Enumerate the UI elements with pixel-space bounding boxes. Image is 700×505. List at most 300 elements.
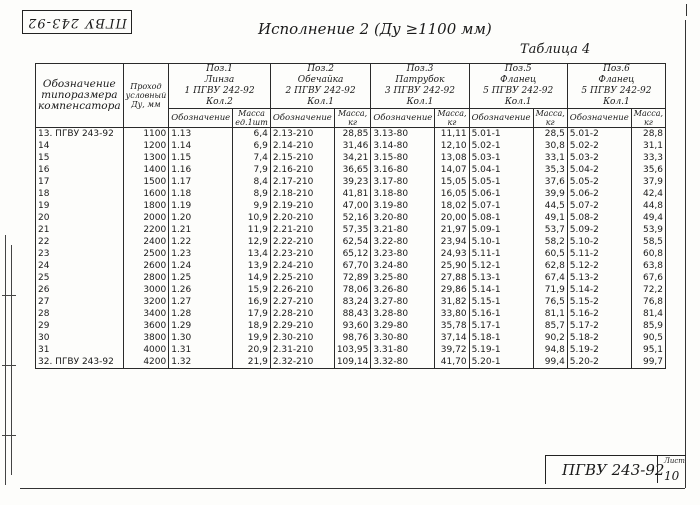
cell-pos6-oboz: 5.19-2 bbox=[567, 344, 631, 356]
cell-pos5-oboz: 5.05-1 bbox=[469, 176, 533, 188]
pos2-qty: Кол.1 bbox=[307, 97, 334, 107]
specification-table bbox=[35, 63, 666, 369]
cell-pos1-mass: 8,4 bbox=[233, 176, 271, 188]
cell-pos5-oboz: 5.16-1 bbox=[469, 308, 533, 320]
cell-designation: 16 bbox=[36, 164, 124, 176]
table-row bbox=[36, 212, 666, 224]
table-row bbox=[36, 320, 666, 332]
cell-pos3-oboz: 3.26-80 bbox=[371, 284, 435, 296]
cell-pos2-mass: 78,06 bbox=[334, 284, 371, 296]
cell-pos2-mass: 31,46 bbox=[334, 140, 371, 152]
sub-mass-6: Масса, кг bbox=[631, 109, 665, 128]
table-row bbox=[36, 164, 666, 176]
table-row bbox=[36, 248, 666, 260]
cell-pos5-oboz: 5.07-1 bbox=[469, 200, 533, 212]
document-code: ПГВУ 243-92 bbox=[562, 461, 665, 479]
pos3-title: Поз.3 bbox=[406, 64, 434, 74]
table-body bbox=[36, 128, 666, 369]
cell-pos1-mass: 6,9 bbox=[233, 140, 271, 152]
cell-pos1-mass: 13,4 bbox=[233, 248, 271, 260]
cell-pos3-mass: 33,80 bbox=[435, 308, 469, 320]
cell-pos6-mass: 90,5 bbox=[631, 332, 665, 344]
cell-pos2-oboz: 2.29-210 bbox=[270, 320, 334, 332]
corner-tick bbox=[686, 4, 687, 16]
cell-pos5-mass: 60,5 bbox=[533, 248, 567, 260]
cell-pos1-mass: 18,9 bbox=[233, 320, 271, 332]
cell-du: 2200 bbox=[123, 224, 169, 236]
cell-pos1-mass: 19,9 bbox=[233, 332, 271, 344]
cell-pos5-mass: 39,9 bbox=[533, 188, 567, 200]
cell-designation: 27 bbox=[36, 296, 124, 308]
cell-pos5-oboz: 5.19-1 bbox=[469, 344, 533, 356]
cell-pos6-mass: 60,8 bbox=[631, 248, 665, 260]
cell-pos5-mass: 94,8 bbox=[533, 344, 567, 356]
table-row bbox=[36, 284, 666, 296]
table-row bbox=[36, 332, 666, 344]
cell-pos6-oboz: 5.09-2 bbox=[567, 224, 631, 236]
cell-pos1-mass: 10,9 bbox=[233, 212, 271, 224]
cell-pos6-oboz: 5.04-2 bbox=[567, 164, 631, 176]
cell-pos2-mass: 103,95 bbox=[334, 344, 371, 356]
cell-pos5-oboz: 5.20-1 bbox=[469, 356, 533, 369]
cell-pos1-mass: 17,9 bbox=[233, 308, 271, 320]
cell-pos3-mass: 41,70 bbox=[435, 356, 469, 369]
header-pos6 bbox=[567, 64, 665, 109]
cell-pos2-mass: 83,24 bbox=[334, 296, 371, 308]
pos2-name: Обечайка bbox=[297, 75, 344, 85]
cell-pos6-mass: 76,8 bbox=[631, 296, 665, 308]
pos2-std: 2 ПГВУ 242-92 bbox=[285, 86, 356, 96]
cell-pos5-mass: 37,6 bbox=[533, 176, 567, 188]
page-title: Исполнение 2 (Ду ≥1100 мм) bbox=[258, 20, 492, 38]
table-row bbox=[36, 356, 666, 369]
cell-pos6-oboz: 5.10-2 bbox=[567, 236, 631, 248]
cell-pos1-oboz: 1.24 bbox=[169, 260, 233, 272]
cell-du: 4000 bbox=[123, 344, 169, 356]
cell-pos2-oboz: 2.30-210 bbox=[270, 332, 334, 344]
cell-pos6-oboz: 5.13-2 bbox=[567, 272, 631, 284]
cell-pos3-oboz: 3.30-80 bbox=[371, 332, 435, 344]
cell-designation: 14 bbox=[36, 140, 124, 152]
cell-designation: 22 bbox=[36, 236, 124, 248]
pos3-std: 3 ПГВУ 242-92 bbox=[384, 86, 455, 96]
cell-pos1-oboz: 1.27 bbox=[169, 296, 233, 308]
cell-designation: 24 bbox=[36, 260, 124, 272]
cell-pos6-mass: 67,6 bbox=[631, 272, 665, 284]
cell-du: 2400 bbox=[123, 236, 169, 248]
pos6-title: Поз.6 bbox=[603, 64, 630, 74]
cell-pos2-mass: 72,89 bbox=[334, 272, 371, 284]
cell-pos3-oboz: 3.27-80 bbox=[371, 296, 435, 308]
cell-pos6-oboz: 5.16-2 bbox=[567, 308, 631, 320]
cell-pos6-mass: 72,2 bbox=[631, 284, 665, 296]
cell-pos5-oboz: 5.03-1 bbox=[469, 152, 533, 164]
cell-pos3-oboz: 3.31-80 bbox=[371, 344, 435, 356]
cell-pos5-oboz: 5.18-1 bbox=[469, 332, 533, 344]
cell-pos5-mass: 85,7 bbox=[533, 320, 567, 332]
pos5-qty: Кол.1 bbox=[504, 97, 532, 107]
cell-pos3-oboz: 3.19-80 bbox=[371, 200, 435, 212]
cell-pos3-oboz: 3.28-80 bbox=[371, 308, 435, 320]
cell-pos3-mass: 31,82 bbox=[435, 296, 469, 308]
cell-pos1-mass: 15,9 bbox=[233, 284, 271, 296]
cell-pos1-mass: 9,9 bbox=[233, 200, 271, 212]
cell-pos1-mass: 8,9 bbox=[233, 188, 271, 200]
cell-pos1-oboz: 1.17 bbox=[169, 176, 233, 188]
sub-oboz-2: Обозначение bbox=[270, 109, 334, 128]
cell-pos2-mass: 28,85 bbox=[334, 128, 371, 141]
header-designation: Обозначение типоразмера компенсатора bbox=[36, 64, 124, 128]
header-pos3 bbox=[371, 64, 469, 109]
cell-pos1-oboz: 1.14 bbox=[169, 140, 233, 152]
cell-pos5-mass: 30,8 bbox=[533, 140, 567, 152]
cell-pos2-mass: 57,35 bbox=[334, 224, 371, 236]
cell-pos5-oboz: 5.11-1 bbox=[469, 248, 533, 260]
cell-pos3-mass: 25,90 bbox=[435, 260, 469, 272]
cell-pos3-oboz: 3.25-80 bbox=[371, 272, 435, 284]
frame-bottom bbox=[20, 488, 685, 489]
cell-pos3-mass: 16,05 bbox=[435, 188, 469, 200]
cell-pos2-oboz: 2.16-210 bbox=[270, 164, 334, 176]
cell-pos6-oboz: 5.05-2 bbox=[567, 176, 631, 188]
cell-pos6-oboz: 5.03-2 bbox=[567, 152, 631, 164]
top-left-stamp-text: ПГВУ 243-92 bbox=[27, 15, 127, 30]
cell-pos1-oboz: 1.23 bbox=[169, 248, 233, 260]
cell-pos1-mass: 21,9 bbox=[233, 356, 271, 369]
left-margin-marks bbox=[2, 235, 16, 490]
cell-du: 2000 bbox=[123, 212, 169, 224]
cell-pos2-oboz: 2.13-210 bbox=[270, 128, 334, 141]
cell-pos6-oboz: 5.08-2 bbox=[567, 212, 631, 224]
table-row bbox=[36, 296, 666, 308]
pos6-name: Фланец bbox=[598, 75, 635, 85]
cell-pos6-mass: 35,6 bbox=[631, 164, 665, 176]
cell-pos2-oboz: 2.21-210 bbox=[270, 224, 334, 236]
cell-pos2-mass: 47,00 bbox=[334, 200, 371, 212]
cell-pos3-oboz: 3.20-80 bbox=[371, 212, 435, 224]
cell-pos3-mass: 21,97 bbox=[435, 224, 469, 236]
cell-pos2-oboz: 2.28-210 bbox=[270, 308, 334, 320]
cell-du: 1400 bbox=[123, 164, 169, 176]
pos5-title: Поз.5 bbox=[504, 64, 532, 74]
cell-pos1-oboz: 1.19 bbox=[169, 200, 233, 212]
cell-pos6-oboz: 5.01-2 bbox=[567, 128, 631, 141]
cell-pos1-oboz: 1.29 bbox=[169, 320, 233, 332]
margin-line bbox=[5, 235, 6, 485]
cell-pos1-oboz: 1.13 bbox=[169, 128, 233, 141]
cell-pos6-mass: 28,8 bbox=[631, 128, 665, 141]
cell-pos5-oboz: 5.09-1 bbox=[469, 224, 533, 236]
sub-mass-5: Масса, кг bbox=[533, 109, 567, 128]
cell-pos2-oboz: 2.24-210 bbox=[270, 260, 334, 272]
pos6-std: 5 ПГВУ 242-92 bbox=[581, 86, 652, 96]
cell-du: 2600 bbox=[123, 260, 169, 272]
cell-pos1-oboz: 1.20 bbox=[169, 212, 233, 224]
cell-pos3-mass: 29,86 bbox=[435, 284, 469, 296]
table-row bbox=[36, 272, 666, 284]
cell-du: 3200 bbox=[123, 296, 169, 308]
sub-mass-2: Масса, кг bbox=[334, 109, 371, 128]
cell-pos6-oboz: 5.06-2 bbox=[567, 188, 631, 200]
cell-pos1-mass: 13,9 bbox=[233, 260, 271, 272]
cell-pos1-mass: 7,4 bbox=[233, 152, 271, 164]
cell-pos6-mass: 49,4 bbox=[631, 212, 665, 224]
cell-pos1-oboz: 1.21 bbox=[169, 224, 233, 236]
header-pos2 bbox=[270, 64, 371, 109]
cell-designation: 29 bbox=[36, 320, 124, 332]
cell-pos6-oboz: 5.11-2 bbox=[567, 248, 631, 260]
cell-pos2-oboz: 2.19-210 bbox=[270, 200, 334, 212]
cell-pos6-oboz: 5.17-2 bbox=[567, 320, 631, 332]
cell-pos6-oboz: 5.12-2 bbox=[567, 260, 631, 272]
cell-pos5-mass: 49,1 bbox=[533, 212, 567, 224]
sub-oboz-1: Обозначение bbox=[169, 109, 233, 128]
cell-du: 2800 bbox=[123, 272, 169, 284]
table-row bbox=[36, 344, 666, 356]
cell-pos2-mass: 62,54 bbox=[334, 236, 371, 248]
sub-oboz-3: Обозначение bbox=[371, 109, 435, 128]
cell-pos2-oboz: 2.25-210 bbox=[270, 272, 334, 284]
header-du: Проход условный Ду, мм bbox=[123, 64, 169, 128]
sheet-number: 10 bbox=[664, 469, 680, 483]
cell-pos5-oboz: 5.06-1 bbox=[469, 188, 533, 200]
cell-pos5-oboz: 5.13-1 bbox=[469, 272, 533, 284]
cell-pos6-mass: 81,4 bbox=[631, 308, 665, 320]
cell-pos2-mass: 109,14 bbox=[334, 356, 371, 369]
cell-pos3-mass: 23,94 bbox=[435, 236, 469, 248]
cell-pos1-oboz: 1.16 bbox=[169, 164, 233, 176]
cell-du: 3800 bbox=[123, 332, 169, 344]
cell-pos2-oboz: 2.31-210 bbox=[270, 344, 334, 356]
cell-pos3-mass: 20,00 bbox=[435, 212, 469, 224]
cell-pos3-oboz: 3.29-80 bbox=[371, 320, 435, 332]
pos3-name: Патрубок bbox=[395, 75, 445, 85]
cell-pos2-mass: 67,70 bbox=[334, 260, 371, 272]
cell-pos6-oboz: 5.18-2 bbox=[567, 332, 631, 344]
cell-pos5-oboz: 5.15-1 bbox=[469, 296, 533, 308]
pos2-title: Поз.2 bbox=[307, 64, 334, 74]
margin-tick bbox=[2, 435, 16, 436]
cell-pos2-oboz: 2.20-210 bbox=[270, 212, 334, 224]
table-row bbox=[36, 188, 666, 200]
table-row bbox=[36, 176, 666, 188]
cell-du: 3600 bbox=[123, 320, 169, 332]
cell-pos1-oboz: 1.25 bbox=[169, 272, 233, 284]
cell-pos6-mass: 63,8 bbox=[631, 260, 665, 272]
cell-designation: 21 bbox=[36, 224, 124, 236]
cell-pos2-oboz: 2.32-210 bbox=[270, 356, 334, 369]
cell-pos1-oboz: 1.22 bbox=[169, 236, 233, 248]
cell-pos2-mass: 98,76 bbox=[334, 332, 371, 344]
table-row bbox=[36, 152, 666, 164]
cell-du: 1800 bbox=[123, 200, 169, 212]
cell-pos6-mass: 99,7 bbox=[631, 356, 665, 369]
cell-pos5-mass: 71,9 bbox=[533, 284, 567, 296]
cell-pos1-mass: 11,9 bbox=[233, 224, 271, 236]
cell-pos1-oboz: 1.31 bbox=[169, 344, 233, 356]
cell-du: 4200 bbox=[123, 356, 169, 369]
cell-pos6-oboz: 5.20-2 bbox=[567, 356, 631, 369]
cell-pos1-oboz: 1.30 bbox=[169, 332, 233, 344]
cell-pos3-mass: 14,07 bbox=[435, 164, 469, 176]
cell-pos3-mass: 35,78 bbox=[435, 320, 469, 332]
margin-tick bbox=[2, 365, 16, 366]
cell-pos5-mass: 99,4 bbox=[533, 356, 567, 369]
cell-pos5-mass: 35,3 bbox=[533, 164, 567, 176]
cell-pos6-mass: 42,4 bbox=[631, 188, 665, 200]
cell-pos3-oboz: 3.22-80 bbox=[371, 236, 435, 248]
pos3-qty: Кол.1 bbox=[406, 97, 434, 107]
cell-pos1-mass: 7,9 bbox=[233, 164, 271, 176]
cell-pos3-oboz: 3.24-80 bbox=[371, 260, 435, 272]
cell-pos5-oboz: 5.10-1 bbox=[469, 236, 533, 248]
cell-pos3-oboz: 3.23-80 bbox=[371, 248, 435, 260]
cell-pos3-oboz: 3.13-80 bbox=[371, 128, 435, 141]
cell-pos3-mass: 11,11 bbox=[435, 128, 469, 141]
cell-pos6-mass: 85,9 bbox=[631, 320, 665, 332]
pos1-name: Линза bbox=[204, 75, 235, 85]
cell-pos1-oboz: 1.15 bbox=[169, 152, 233, 164]
cell-pos3-mass: 13,08 bbox=[435, 152, 469, 164]
cell-pos3-mass: 39,72 bbox=[435, 344, 469, 356]
cell-pos5-mass: 62,8 bbox=[533, 260, 567, 272]
cell-du: 1500 bbox=[123, 176, 169, 188]
cell-du: 1300 bbox=[123, 152, 169, 164]
cell-pos1-oboz: 1.18 bbox=[169, 188, 233, 200]
table-row bbox=[36, 260, 666, 272]
cell-pos2-oboz: 2.22-210 bbox=[270, 236, 334, 248]
cell-pos5-oboz: 5.04-1 bbox=[469, 164, 533, 176]
cell-pos5-mass: 76,5 bbox=[533, 296, 567, 308]
cell-pos3-oboz: 3.18-80 bbox=[371, 188, 435, 200]
cell-pos2-mass: 36,65 bbox=[334, 164, 371, 176]
cell-pos2-mass: 34,21 bbox=[334, 152, 371, 164]
cell-pos1-oboz: 1.32 bbox=[169, 356, 233, 369]
cell-pos5-mass: 53,7 bbox=[533, 224, 567, 236]
cell-pos3-oboz: 3.32-80 bbox=[371, 356, 435, 369]
cell-du: 1100 bbox=[123, 128, 169, 141]
cell-pos1-oboz: 1.28 bbox=[169, 308, 233, 320]
cell-pos6-oboz: 5.02-2 bbox=[567, 140, 631, 152]
cell-designation: 15 bbox=[36, 152, 124, 164]
cell-pos3-mass: 24,93 bbox=[435, 248, 469, 260]
pos5-std: 5 ПГВУ 242-92 bbox=[483, 86, 554, 96]
cell-pos5-oboz: 5.12-1 bbox=[469, 260, 533, 272]
cell-pos5-oboz: 5.14-1 bbox=[469, 284, 533, 296]
cell-pos6-mass: 33,3 bbox=[631, 152, 665, 164]
cell-designation: 30 bbox=[36, 332, 124, 344]
cell-du: 1200 bbox=[123, 140, 169, 152]
cell-pos1-mass: 6,4 bbox=[233, 128, 271, 141]
cell-pos5-mass: 67,4 bbox=[533, 272, 567, 284]
cell-pos2-mass: 52,16 bbox=[334, 212, 371, 224]
cell-pos5-oboz: 5.01-1 bbox=[469, 128, 533, 141]
cell-pos5-oboz: 5.17-1 bbox=[469, 320, 533, 332]
cell-pos2-mass: 65,12 bbox=[334, 248, 371, 260]
cell-pos2-mass: 93,60 bbox=[334, 320, 371, 332]
cell-designation: 13. ПГВУ 243-92 bbox=[36, 128, 124, 141]
sheet-label: Лист bbox=[664, 457, 685, 465]
cell-pos5-mass: 81,1 bbox=[533, 308, 567, 320]
cell-designation: 17 bbox=[36, 176, 124, 188]
cell-pos2-oboz: 2.17-210 bbox=[270, 176, 334, 188]
cell-pos3-mass: 37,14 bbox=[435, 332, 469, 344]
cell-pos2-oboz: 2.27-210 bbox=[270, 296, 334, 308]
cell-pos3-oboz: 3.21-80 bbox=[371, 224, 435, 236]
sub-mass-1: Масса ед.1шт bbox=[233, 109, 271, 128]
cell-pos3-oboz: 3.14-80 bbox=[371, 140, 435, 152]
cell-pos6-mass: 31,1 bbox=[631, 140, 665, 152]
cell-pos2-oboz: 2.18-210 bbox=[270, 188, 334, 200]
sub-oboz-6: Обозначение bbox=[567, 109, 631, 128]
cell-designation: 32. ПГВУ 243-92 bbox=[36, 356, 124, 369]
cell-du: 2500 bbox=[123, 248, 169, 260]
sub-oboz-5: Обозначение bbox=[469, 109, 533, 128]
cell-pos3-oboz: 3.16-80 bbox=[371, 164, 435, 176]
margin-tick bbox=[2, 295, 16, 296]
cell-pos5-mass: 28,5 bbox=[533, 128, 567, 141]
cell-pos2-oboz: 2.15-210 bbox=[270, 152, 334, 164]
cell-pos1-mass: 16,9 bbox=[233, 296, 271, 308]
cell-pos1-mass: 12,9 bbox=[233, 236, 271, 248]
header-pos5 bbox=[469, 64, 567, 109]
cell-pos2-oboz: 2.23-210 bbox=[270, 248, 334, 260]
table-row bbox=[36, 224, 666, 236]
cell-du: 1600 bbox=[123, 188, 169, 200]
cell-designation: 23 bbox=[36, 248, 124, 260]
cell-pos1-mass: 20,9 bbox=[233, 344, 271, 356]
cell-pos6-oboz: 5.07-2 bbox=[567, 200, 631, 212]
pos6-qty: Кол.1 bbox=[603, 97, 630, 107]
cell-pos2-mass: 41,81 bbox=[334, 188, 371, 200]
cell-pos5-mass: 44,5 bbox=[533, 200, 567, 212]
cell-du: 3000 bbox=[123, 284, 169, 296]
cell-pos2-mass: 39,23 bbox=[334, 176, 371, 188]
cell-designation: 19 bbox=[36, 200, 124, 212]
cell-pos5-oboz: 5.02-1 bbox=[469, 140, 533, 152]
cell-pos6-mass: 95,1 bbox=[631, 344, 665, 356]
cell-pos1-oboz: 1.26 bbox=[169, 284, 233, 296]
cell-designation: 25 bbox=[36, 272, 124, 284]
table-label: Таблица 4 bbox=[520, 42, 591, 57]
pos1-std: 1 ПГВУ 242-92 bbox=[184, 86, 255, 96]
cell-pos3-oboz: 3.15-80 bbox=[371, 152, 435, 164]
cell-pos5-oboz: 5.08-1 bbox=[469, 212, 533, 224]
pos5-name: Фланец bbox=[500, 75, 537, 85]
header-pos1 bbox=[169, 64, 271, 109]
cell-pos6-mass: 58,5 bbox=[631, 236, 665, 248]
frame-right bbox=[685, 20, 686, 488]
cell-pos6-oboz: 5.15-2 bbox=[567, 296, 631, 308]
pos1-qty: Кол.2 bbox=[206, 97, 233, 107]
top-left-stamp bbox=[22, 10, 132, 34]
header-row-main bbox=[36, 64, 666, 109]
table-row bbox=[36, 140, 666, 152]
cell-pos3-mass: 18,02 bbox=[435, 200, 469, 212]
table-row bbox=[36, 308, 666, 320]
margin-line bbox=[11, 245, 12, 475]
cell-pos1-mass: 14,9 bbox=[233, 272, 271, 284]
cell-pos6-oboz: 5.14-2 bbox=[567, 284, 631, 296]
pos1-title: Поз.1 bbox=[206, 64, 233, 74]
cell-designation: 20 bbox=[36, 212, 124, 224]
cell-pos2-oboz: 2.26-210 bbox=[270, 284, 334, 296]
cell-pos5-mass: 90,2 bbox=[533, 332, 567, 344]
cell-pos2-mass: 88,43 bbox=[334, 308, 371, 320]
cell-pos6-mass: 37,9 bbox=[631, 176, 665, 188]
table-row bbox=[36, 236, 666, 248]
cell-designation: 31 bbox=[36, 344, 124, 356]
